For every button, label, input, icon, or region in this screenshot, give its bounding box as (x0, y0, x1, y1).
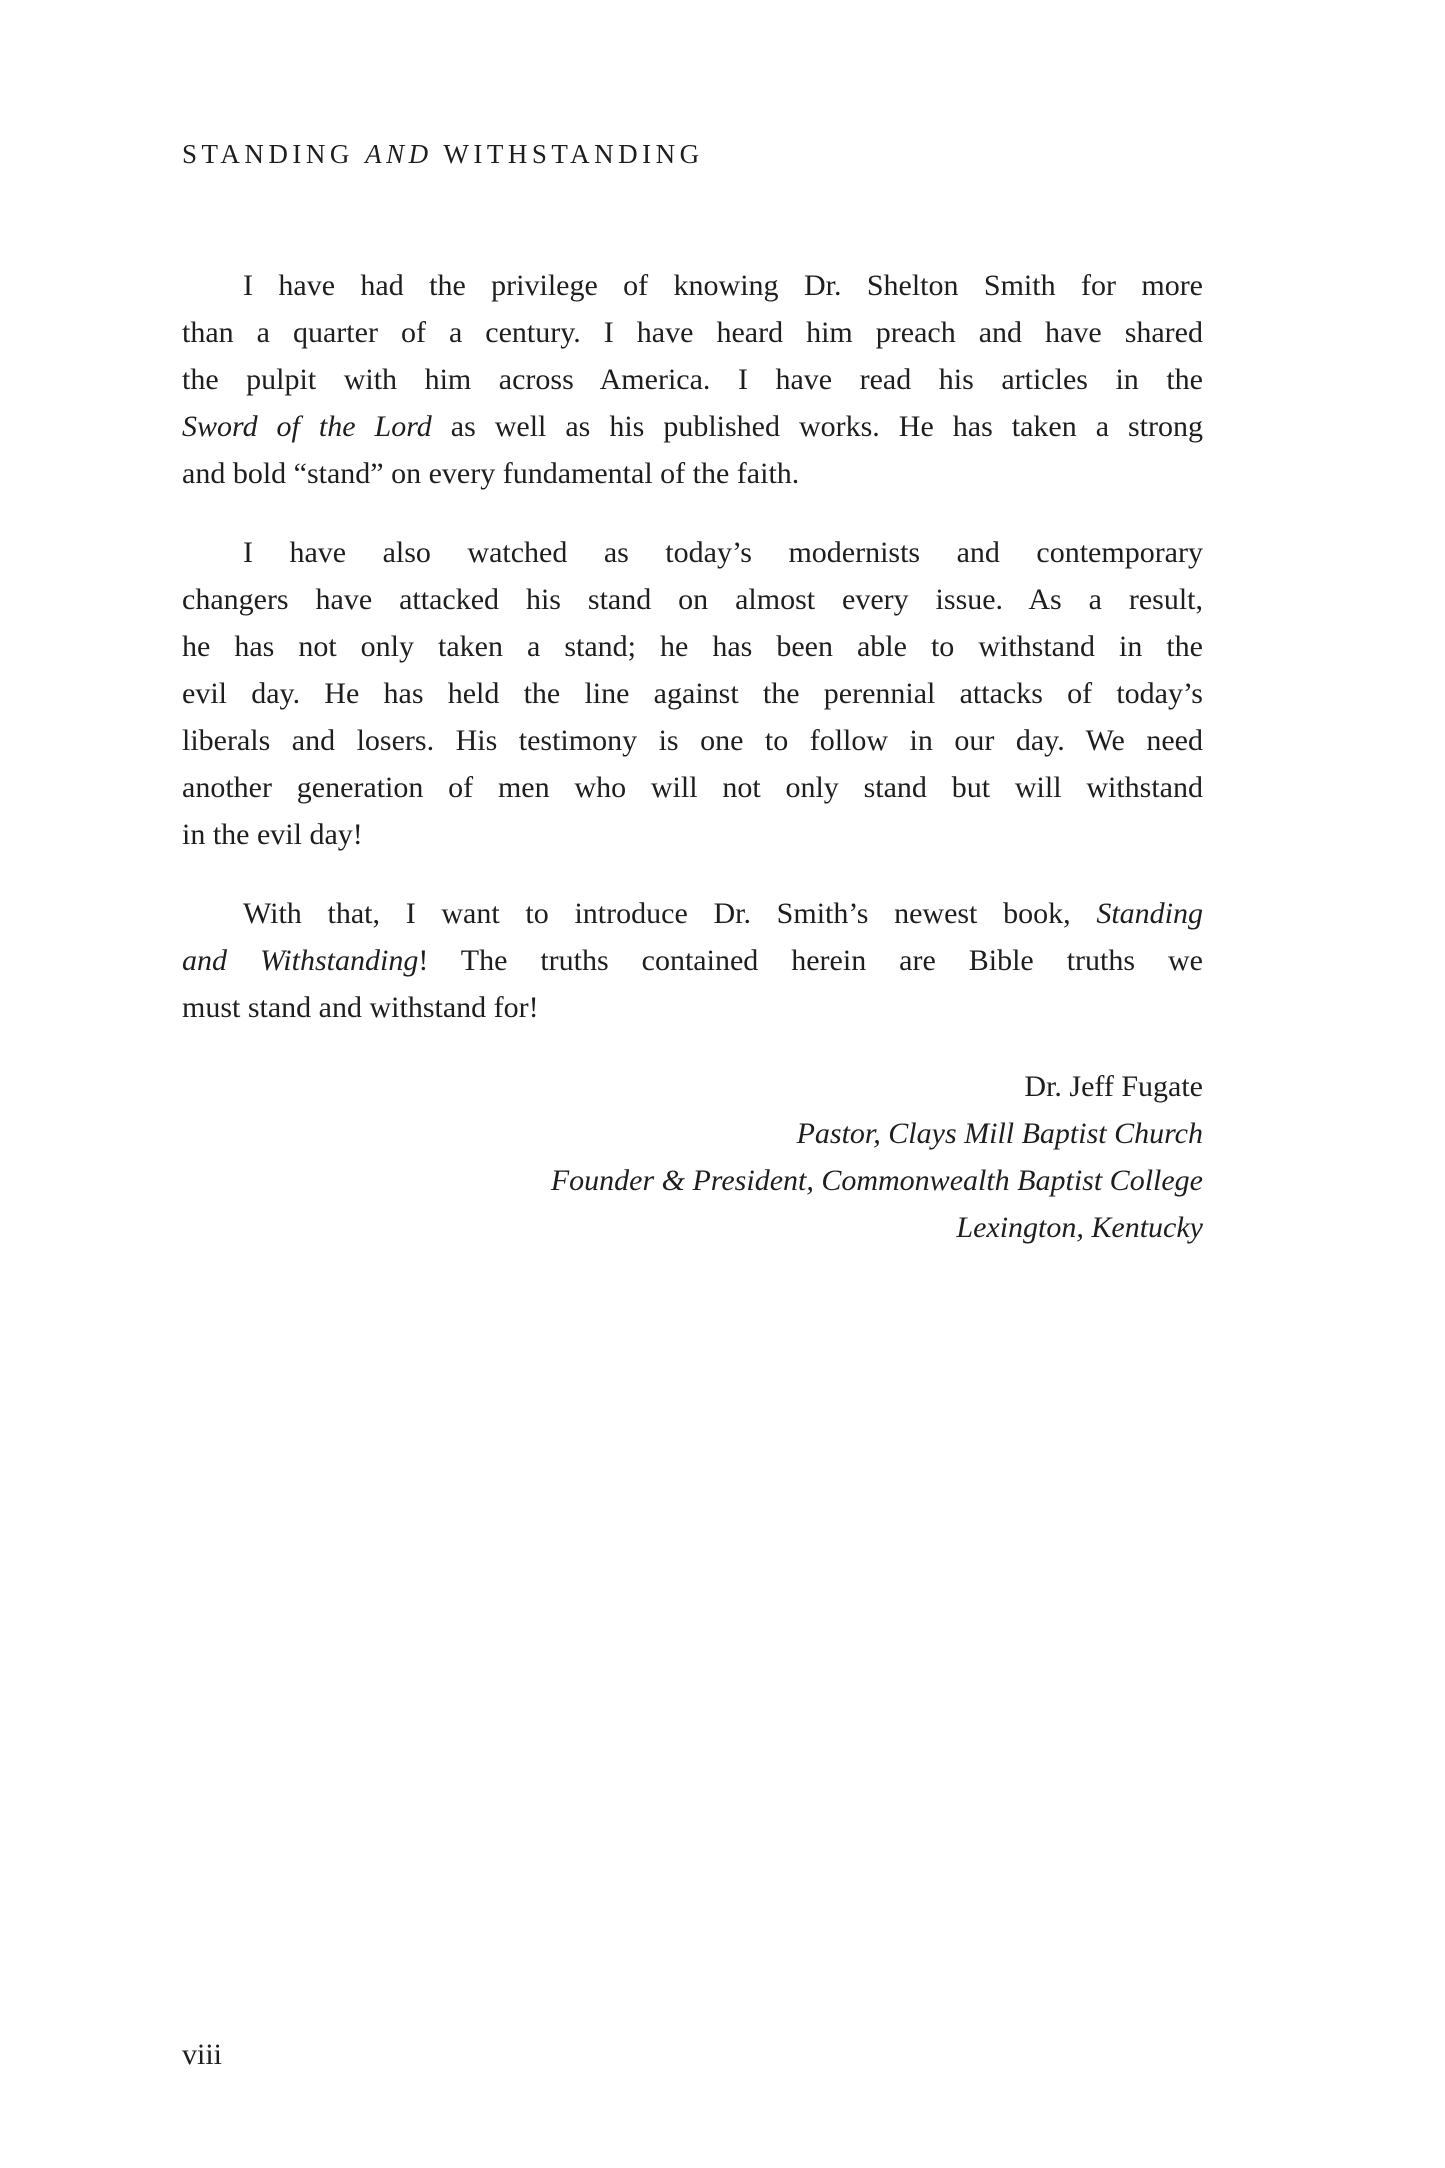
text-run: and bold “stand” on every fundamental of the faith. (182, 457, 800, 490)
body-text (182, 262, 1203, 1031)
text-run: ! The truths contained herein are Bible truths we (418, 944, 1203, 977)
italic-text-run: and Withstanding (182, 944, 419, 977)
text-run: I have also watched as today’s modernists and contemporary (243, 536, 1203, 569)
paragraph (182, 262, 1203, 497)
text-run: must stand and withstand for! (182, 991, 539, 1024)
text-run: than a quarter of a century. I have heard him preach and have shared (182, 316, 1203, 349)
text-run: STANDING (182, 139, 366, 169)
signature-title-line: Lexington, Kentucky (956, 1211, 1203, 1244)
signature-name-line: Dr. Jeff Fugate (1024, 1070, 1203, 1103)
text-run: another generation of men who will not only stand but will withstand (182, 771, 1203, 804)
text-line (182, 670, 1203, 717)
text-line (182, 529, 1203, 576)
text-line (182, 450, 1203, 497)
paragraph (182, 529, 1203, 858)
text-run: With that, I want to introduce Dr. Smith’s newest book, (243, 897, 1097, 930)
text-line (182, 764, 1203, 811)
text-line (182, 937, 1203, 984)
paragraph (182, 890, 1203, 1031)
text-run: evil day. He has held the line against the perennial attacks of today’s (182, 677, 1203, 710)
italic-text-run: Standing (1096, 897, 1203, 930)
text-line (182, 984, 1203, 1031)
italic-text-run: AND (365, 139, 433, 169)
text-run: as well as his published works. He has taken a strong (431, 410, 1203, 443)
text-line (182, 811, 1203, 858)
text-column (182, 0, 1203, 1251)
text-line (182, 262, 1203, 309)
page-number: viii (182, 2038, 223, 2071)
text-line (182, 309, 1203, 356)
text-run: I have had the privilege of knowing Dr. Shelton Smith for more (243, 269, 1203, 302)
running-header (182, 141, 1203, 168)
text-run: WITHSTANDING (432, 139, 704, 169)
text-line (182, 576, 1203, 623)
text-line (182, 890, 1203, 937)
signature-block (182, 1063, 1203, 1251)
text-line (182, 356, 1203, 403)
text-line (182, 717, 1203, 764)
text-line (182, 403, 1203, 450)
italic-text-run: Sword of the Lord (182, 410, 432, 443)
text-run: in the evil day! (182, 818, 363, 851)
signature-title-line: Founder & President, Commonwealth Baptist College (550, 1164, 1203, 1197)
text-run: changers have attacked his stand on almost every issue. As a result, (182, 583, 1203, 616)
text-line (182, 623, 1203, 670)
text-run: liberals and losers. His testimony is one to follow in our day. We need (182, 724, 1203, 757)
text-run: the pulpit with him across America. I have read his articles in the (182, 363, 1203, 396)
signature-title-line: Pastor, Clays Mill Baptist Church (796, 1117, 1203, 1150)
text-run: he has not only taken a stand; he has been able to withstand in the (182, 630, 1203, 663)
